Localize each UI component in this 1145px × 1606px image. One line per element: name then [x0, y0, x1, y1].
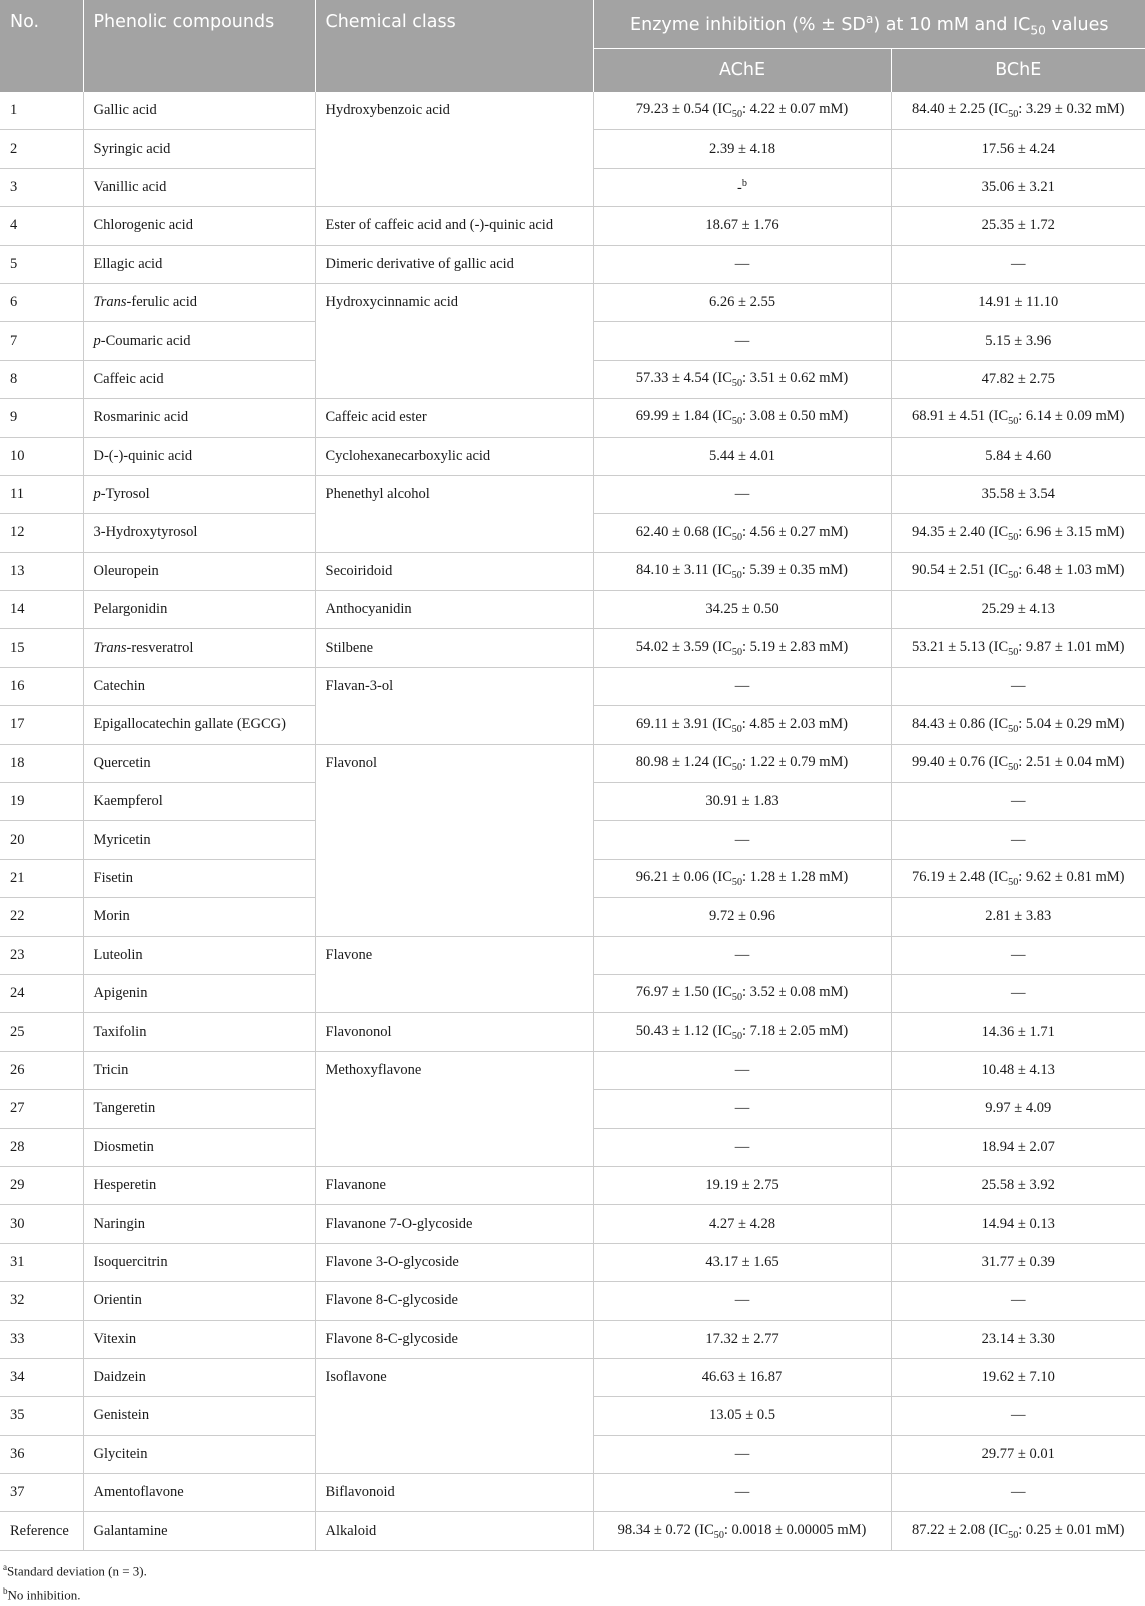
cell-compound: D-(-)-quinic acid: [83, 437, 315, 475]
header-inhibition: [593, 0, 1145, 49]
cell-ache: 43.17 ± 1.65: [593, 1243, 891, 1281]
footnote-a-text: Standard deviation (n = 3).: [7, 1563, 147, 1579]
cell-ache: —: [593, 667, 891, 705]
cell-bche: 25.29 ± 4.13: [891, 591, 1145, 629]
cell-bche: 87.22 ± 2.08 ($IC_{50}$: 0.25 ± 0.01 mM): [891, 1512, 1145, 1550]
cell-no: 17: [0, 706, 83, 744]
cell-chemical-class: Flavan-3-ol: [315, 667, 593, 744]
cell-compound: Syringic acid: [83, 130, 315, 168]
compound-prefix: Trans-: [93, 639, 132, 656]
cell-no: 4: [0, 207, 83, 245]
cell-bche: 76.19 ± 2.48 ($IC_{50}$: 9.62 ± 0.81 mM): [891, 859, 1145, 897]
cell-chemical-class: Flavonol: [315, 744, 593, 936]
cell-chemical-class: Biflavonoid: [315, 1474, 593, 1512]
ic50-subscript: 50: [1008, 761, 1019, 773]
cell-ache: —: [593, 1051, 891, 1089]
footnotes: [3, 1557, 147, 1606]
cell-compound: Tricin: [83, 1051, 315, 1089]
cell-ache: 76.97 ± 1.50 ($IC_{50}$: 3.52 ± 0.08 mM): [593, 974, 891, 1012]
cell-chemical-class: Ester of caffeic acid and (-)-quinic acid: [315, 207, 593, 245]
cell-ache: —: [593, 322, 891, 360]
cell-no: 16: [0, 667, 83, 705]
cell-no: Reference: [0, 1512, 83, 1550]
cell-bche: —: [891, 667, 1145, 705]
table-row: [0, 936, 1145, 974]
cell-ache: —: [593, 1128, 891, 1166]
cell-bche: 19.62 ± 7.10: [891, 1358, 1145, 1396]
cell-compound: Caffeic acid: [83, 360, 315, 398]
cell-compound: Trans-ferulic acid: [83, 283, 315, 321]
cell-no: 3: [0, 168, 83, 206]
table-row: [0, 92, 1145, 130]
table-row: [0, 629, 1145, 667]
table-row: [0, 437, 1145, 475]
header-inhibition-sub: 50: [1030, 23, 1046, 38]
ic50-subscript: 50: [1008, 646, 1019, 658]
cell-compound: Kaempferol: [83, 783, 315, 821]
cell-ache: 5.44 ± 4.01: [593, 437, 891, 475]
cell-ache: 19.19 ± 2.75: [593, 1166, 891, 1204]
table-row: [0, 1512, 1145, 1550]
cell-compound: Vanillic acid: [83, 168, 315, 206]
cell-no: 24: [0, 974, 83, 1012]
cell-ache: 18.67 ± 1.76: [593, 207, 891, 245]
cell-compound: Apigenin: [83, 974, 315, 1012]
table-row: [0, 552, 1145, 590]
ic50-subscript: 50: [1008, 531, 1019, 543]
cell-compound: Chlorogenic acid: [83, 207, 315, 245]
cell-chemical-class: Methoxyflavone: [315, 1051, 593, 1166]
footnote-a-mark: a: [3, 1562, 8, 1572]
cell-compound: Catechin: [83, 667, 315, 705]
table-row: [0, 475, 1145, 513]
cell-bche: —: [891, 245, 1145, 283]
cell-ache: 46.63 ± 16.87: [593, 1358, 891, 1396]
cell-bche: 9.97 ± 4.09: [891, 1090, 1145, 1128]
cell-bche: —: [891, 1397, 1145, 1435]
table-body: [0, 92, 1145, 1550]
cell-no: 10: [0, 437, 83, 475]
ic50-subscript: 50: [1008, 876, 1019, 888]
header-bche: BChE: [891, 49, 1145, 93]
cell-no: 6: [0, 283, 83, 321]
cell-compound: Luteolin: [83, 936, 315, 974]
cell-bche: 5.84 ± 4.60: [891, 437, 1145, 475]
cell-no: 14: [0, 591, 83, 629]
cell-bche: 25.58 ± 3.92: [891, 1166, 1145, 1204]
cell-compound: Vitexin: [83, 1320, 315, 1358]
cell-chemical-class: Flavone 3-O-glycoside: [315, 1243, 593, 1281]
cell-ache: —: [593, 1474, 891, 1512]
cell-ache: 34.25 ± 0.50: [593, 591, 891, 629]
cell-compound: Trans-resveratrol: [83, 629, 315, 667]
cell-ache: -$^b$: [593, 168, 891, 206]
cell-no: 22: [0, 898, 83, 936]
cell-no: 9: [0, 399, 83, 437]
table-row: [0, 1282, 1145, 1320]
cell-compound: Orientin: [83, 1282, 315, 1320]
cell-bche: —: [891, 1282, 1145, 1320]
cell-compound: Taxifolin: [83, 1013, 315, 1051]
cell-no: 36: [0, 1435, 83, 1473]
cell-ache: 2.39 ± 4.18: [593, 130, 891, 168]
table-row: [0, 283, 1145, 321]
cell-bche: —: [891, 821, 1145, 859]
cell-bche: 53.21 ± 5.13 ($IC_{50}$: 9.87 ± 1.01 mM): [891, 629, 1145, 667]
cell-bche: 10.48 ± 4.13: [891, 1051, 1145, 1089]
cell-compound: Galantamine: [83, 1512, 315, 1550]
compound-prefix: Trans-: [93, 294, 132, 311]
cell-no: 20: [0, 821, 83, 859]
cell-compound: Oleuropein: [83, 552, 315, 590]
cell-compound: Daidzein: [83, 1358, 315, 1396]
cell-bche: —: [891, 936, 1145, 974]
cell-chemical-class: Anthocyanidin: [315, 591, 593, 629]
cell-bche: 94.35 ± 2.40 ($IC_{50}$: 6.96 ± 3.15 mM): [891, 514, 1145, 552]
cell-compound: Rosmarinic acid: [83, 399, 315, 437]
cell-compound: Tangeretin: [83, 1090, 315, 1128]
cell-compound: Isoquercitrin: [83, 1243, 315, 1281]
cell-chemical-class: Isoflavone: [315, 1358, 593, 1473]
cell-bche: —: [891, 783, 1145, 821]
cell-ache: —: [593, 936, 891, 974]
header-ache: AChE: [593, 49, 891, 93]
cell-no: 29: [0, 1166, 83, 1204]
cell-compound: p-Coumaric acid: [83, 322, 315, 360]
cell-bche: 29.77 ± 0.01: [891, 1435, 1145, 1473]
table-header: [0, 0, 1145, 92]
cell-bche: 14.94 ± 0.13: [891, 1205, 1145, 1243]
cell-no: 2: [0, 130, 83, 168]
table-row: [0, 1474, 1145, 1512]
cell-compound: Quercetin: [83, 744, 315, 782]
cell-no: 21: [0, 859, 83, 897]
cell-no: 35: [0, 1397, 83, 1435]
ic50-subscript: 50: [1008, 569, 1019, 581]
cell-ache: 69.99 ± 1.84 ($IC_{50}$: 3.08 ± 0.50 mM): [593, 399, 891, 437]
cell-bche: 99.40 ± 0.76 ($IC_{50}$: 2.51 ± 0.04 mM): [891, 744, 1145, 782]
footnote-b: [3, 1581, 147, 1605]
cell-no: 32: [0, 1282, 83, 1320]
cell-chemical-class: Flavone: [315, 936, 593, 1013]
cell-no: 25: [0, 1013, 83, 1051]
table-row: [0, 1320, 1145, 1358]
cell-bche: 14.91 ± 11.10: [891, 283, 1145, 321]
cell-bche: 47.82 ± 2.75: [891, 360, 1145, 398]
compound-prefix: p-: [93, 486, 106, 503]
ic50-subscript: 50: [1008, 723, 1019, 735]
cell-chemical-class: Dimeric derivative of gallic acid: [315, 245, 593, 283]
cell-chemical-class: Secoiridoid: [315, 552, 593, 590]
cell-bche: 23.14 ± 3.30: [891, 1320, 1145, 1358]
cell-ache: 80.98 ± 1.24 ($IC_{50}$: 1.22 ± 0.79 mM): [593, 744, 891, 782]
cell-no: 15: [0, 629, 83, 667]
cell-ache: 69.11 ± 3.91 ($IC_{50}$: 4.85 ± 2.03 mM): [593, 706, 891, 744]
cell-ache: —: [593, 821, 891, 859]
table-row: [0, 667, 1145, 705]
cell-compound: Morin: [83, 898, 315, 936]
ic50-subscript: 50: [1008, 1529, 1019, 1541]
cell-ache: 98.34 ± 0.72 ($IC_{50}$: 0.0018 ± 0.00005 mM): [593, 1512, 891, 1550]
cell-bche: 2.81 ± 3.83: [891, 898, 1145, 936]
cell-no: 11: [0, 475, 83, 513]
cell-bche: 31.77 ± 0.39: [891, 1243, 1145, 1281]
ic50-subscript: 50: [731, 531, 743, 543]
ic50-subscript: 50: [713, 1529, 724, 1541]
cell-compound: Pelargonidin: [83, 591, 315, 629]
table-row: [0, 1166, 1145, 1204]
cell-chemical-class: Alkaloid: [315, 1512, 593, 1550]
cell-no: 33: [0, 1320, 83, 1358]
header-inhibition-sup: a: [865, 12, 874, 26]
cell-chemical-class: Flavononol: [315, 1013, 593, 1051]
table-row: [0, 591, 1145, 629]
table-row: [0, 1358, 1145, 1396]
footnote-b-text: No inhibition.: [7, 1587, 81, 1603]
footnote-b-ref: b: [741, 178, 747, 190]
cell-compound: Epigallocatechin gallate (EGCG): [83, 706, 315, 744]
ic50-subscript: 50: [1008, 416, 1019, 428]
cell-compound: Genistein: [83, 1397, 315, 1435]
cell-ache: —: [593, 1090, 891, 1128]
cell-compound: Myricetin: [83, 821, 315, 859]
cell-ache: 4.27 ± 4.28: [593, 1205, 891, 1243]
cell-chemical-class: Caffeic acid ester: [315, 399, 593, 437]
cell-chemical-class: Cyclohexanecarboxylic acid: [315, 437, 593, 475]
table-row: [0, 1013, 1145, 1051]
cell-bche: —: [891, 974, 1145, 1012]
cell-ache: —: [593, 1282, 891, 1320]
cell-compound: Diosmetin: [83, 1128, 315, 1166]
header-class: Chemical class: [315, 0, 593, 92]
cell-bche: 25.35 ± 1.72: [891, 207, 1145, 245]
cell-compound: Ellagic acid: [83, 245, 315, 283]
footnote-b-mark: b: [3, 1586, 8, 1597]
table-row: [0, 245, 1145, 283]
cell-ache: 84.10 ± 3.11 ($IC_{50}$: 5.39 ± 0.35 mM): [593, 552, 891, 590]
ic50-subscript: 50: [731, 646, 743, 658]
ic50-subscript: 50: [731, 109, 743, 121]
cell-no: 7: [0, 322, 83, 360]
cell-no: 23: [0, 936, 83, 974]
ic50-subscript: 50: [731, 723, 742, 735]
cell-bche: 18.94 ± 2.07: [891, 1128, 1145, 1166]
cell-compound: Amentoflavone: [83, 1474, 315, 1512]
cell-compound: Hesperetin: [83, 1166, 315, 1204]
cell-ache: 96.21 ± 0.06 ($IC_{50}$: 1.28 ± 1.28 mM): [593, 859, 891, 897]
cell-no: 34: [0, 1358, 83, 1396]
cell-no: 37: [0, 1474, 83, 1512]
cell-no: 1: [0, 92, 83, 130]
cell-no: 30: [0, 1205, 83, 1243]
header-compound: Phenolic compounds: [83, 0, 315, 92]
header-no: No.: [0, 0, 83, 92]
ic50-subscript: 50: [731, 416, 743, 428]
ic50-subscript: 50: [731, 992, 743, 1004]
cell-ache: —: [593, 245, 891, 283]
cell-bche: 90.54 ± 2.51 ($IC_{50}$: 6.48 ± 1.03 mM): [891, 552, 1145, 590]
cell-chemical-class: Flavone 8-C-glycoside: [315, 1282, 593, 1320]
header-inhibition-end: values: [1045, 14, 1109, 35]
cell-ache: 13.05 ± 0.5: [593, 1397, 891, 1435]
cell-no: 31: [0, 1243, 83, 1281]
ic50-subscript: 50: [731, 569, 742, 581]
header-inhibition-tail: ) at 10 mM and IC: [873, 14, 1031, 35]
cell-no: 12: [0, 514, 83, 552]
cell-bche: 84.40 ± 2.25 ($IC_{50}$: 3.29 ± 0.32 mM): [891, 92, 1145, 130]
table-row: [0, 1243, 1145, 1281]
cell-bche: —: [891, 1474, 1145, 1512]
cell-no: 26: [0, 1051, 83, 1089]
ic50-subscript: 50: [731, 377, 743, 389]
cell-bche: 17.56 ± 4.24: [891, 130, 1145, 168]
cell-no: 19: [0, 783, 83, 821]
cell-compound: Glycitein: [83, 1435, 315, 1473]
cell-compound: Fisetin: [83, 859, 315, 897]
table-row: [0, 1051, 1145, 1089]
cell-bche: 5.15 ± 3.96: [891, 322, 1145, 360]
cell-compound: Gallic acid: [83, 92, 315, 130]
cell-ache: 50.43 ± 1.12 ($IC_{50}$: 7.18 ± 2.05 mM): [593, 1013, 891, 1051]
footnote-a: [3, 1557, 147, 1581]
header-inhibition-text: Enzyme inhibition (% ± SD: [630, 14, 866, 35]
cell-ache: 57.33 ± 4.54 ($IC_{50}$: 3.51 ± 0.62 mM): [593, 360, 891, 398]
cell-chemical-class: Phenethyl alcohol: [315, 475, 593, 552]
cell-no: 28: [0, 1128, 83, 1166]
cell-chemical-class: Flavone 8-C-glycoside: [315, 1320, 593, 1358]
cell-chemical-class: Hydroxycinnamic acid: [315, 283, 593, 398]
cell-no: 13: [0, 552, 83, 590]
cell-compound: Naringin: [83, 1205, 315, 1243]
table-row: [0, 1205, 1145, 1243]
table-row: [0, 399, 1145, 437]
cell-bche: 14.36 ± 1.71: [891, 1013, 1145, 1051]
cell-compound: p-Tyrosol: [83, 475, 315, 513]
ic50-subscript: 50: [731, 761, 743, 773]
cell-chemical-class: Hydroxybenzoic acid: [315, 92, 593, 207]
cell-ache: 62.40 ± 0.68 ($IC_{50}$: 4.56 ± 0.27 mM): [593, 514, 891, 552]
cell-no: 18: [0, 744, 83, 782]
cell-bche: 84.43 ± 0.86 ($IC_{50}$: 5.04 ± 0.29 mM): [891, 706, 1145, 744]
cell-ache: 30.91 ± 1.83: [593, 783, 891, 821]
cell-bche: 35.58 ± 3.54: [891, 475, 1145, 513]
cell-no: 5: [0, 245, 83, 283]
ic50-subscript: 50: [731, 1030, 743, 1042]
cell-ache: —: [593, 475, 891, 513]
cell-no: 27: [0, 1090, 83, 1128]
cell-chemical-class: Flavanone 7-O-glycoside: [315, 1205, 593, 1243]
cell-ache: 9.72 ± 0.96: [593, 898, 891, 936]
cell-ache: 79.23 ± 0.54 ($IC_{50}$: 4.22 ± 0.07 mM): [593, 92, 891, 130]
cell-ache: 6.26 ± 2.55: [593, 283, 891, 321]
cell-compound: 3-Hydroxytyrosol: [83, 514, 315, 552]
cell-no: 8: [0, 360, 83, 398]
cell-ache: —: [593, 1435, 891, 1473]
ic50-subscript: 50: [731, 876, 743, 888]
ic50-subscript: 50: [1008, 109, 1019, 121]
cell-bche: 68.91 ± 4.51 ($IC_{50}$: 6.14 ± 0.09 mM): [891, 399, 1145, 437]
cell-ache: 54.02 ± 3.59 ($IC_{50}$: 5.19 ± 2.83 mM): [593, 629, 891, 667]
table-row: [0, 744, 1145, 782]
cell-chemical-class: Flavanone: [315, 1166, 593, 1204]
compound-prefix: p-: [93, 332, 106, 349]
cell-ache: 17.32 ± 2.77: [593, 1320, 891, 1358]
cell-chemical-class: Stilbene: [315, 629, 593, 667]
table-row: [0, 207, 1145, 245]
cell-bche: 35.06 ± 3.21: [891, 168, 1145, 206]
